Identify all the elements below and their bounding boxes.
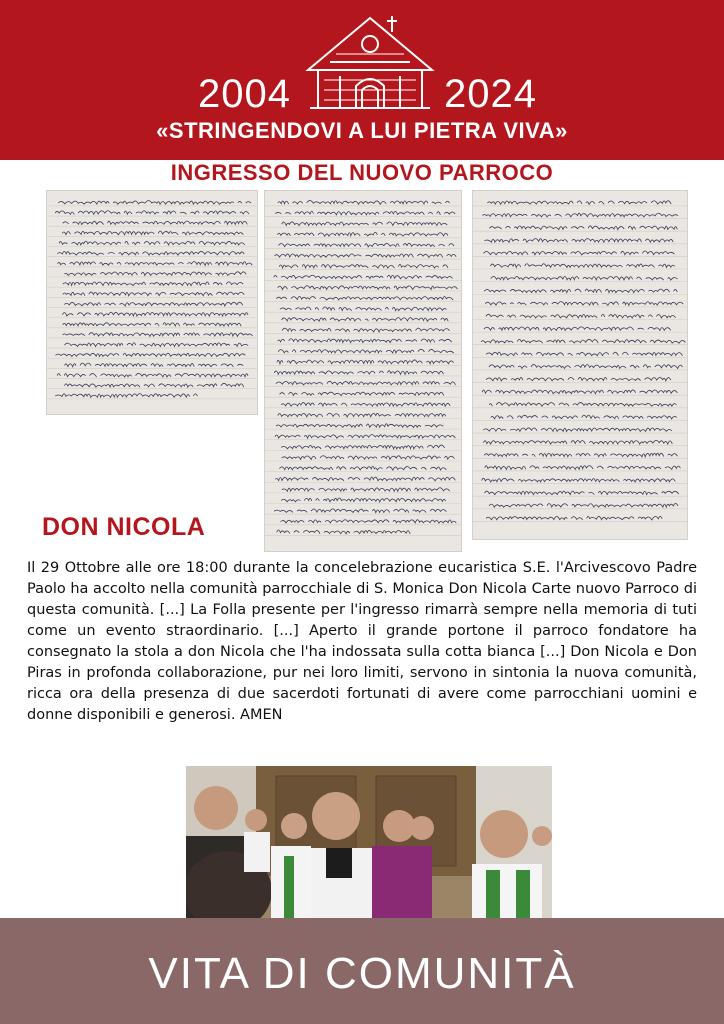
footer-title: VITA DI COMUNITÀ <box>148 949 576 998</box>
header-band <box>0 0 724 160</box>
handwritten-letter-page-2 <box>264 190 462 552</box>
handwritten-letter-page-1 <box>46 190 258 415</box>
motto: «STRINGENDOVI A LUI PIETRA VIVA» <box>156 118 568 143</box>
church-outline-icon <box>300 10 440 110</box>
article-body: Il 29 Ottobre alle ore 18:00 durante la concelebrazione eucaristica S.E. l'Arcivescovo Padre Paolo ha accolto nella comunità parrocchiale di S. Monica Don Nicola Carte nuovo Parroco di questa comunità. [...] La Folla presente per l'ingresso rimarrà sempre nella memoria di tuti come un evento straordinario. [...] Aperto il grande portone il parroco fondatore ha consegnato la stola a don Nicola che l'ha indossata sulla cotta bianca [...] Don Nicola e Don Piras in profonda collaborazione, pur nei loro limiti, servono in sintonia la nuova comunità, ricca ora della presenza di due sacerdoti fortunati di avere come parrocchiani uomini e donne disponibili e generosi. AMEN <box>27 560 697 723</box>
year-end: 2024 <box>444 72 537 116</box>
handwritten-letter-page-3 <box>472 190 688 540</box>
year-start: 2004 <box>198 72 291 116</box>
group-of-priests-photo <box>186 766 552 918</box>
section-title: INGRESSO DEL NUOVO PARROCO <box>170 160 554 185</box>
person-name-heading: DON NICOLA <box>42 513 206 541</box>
